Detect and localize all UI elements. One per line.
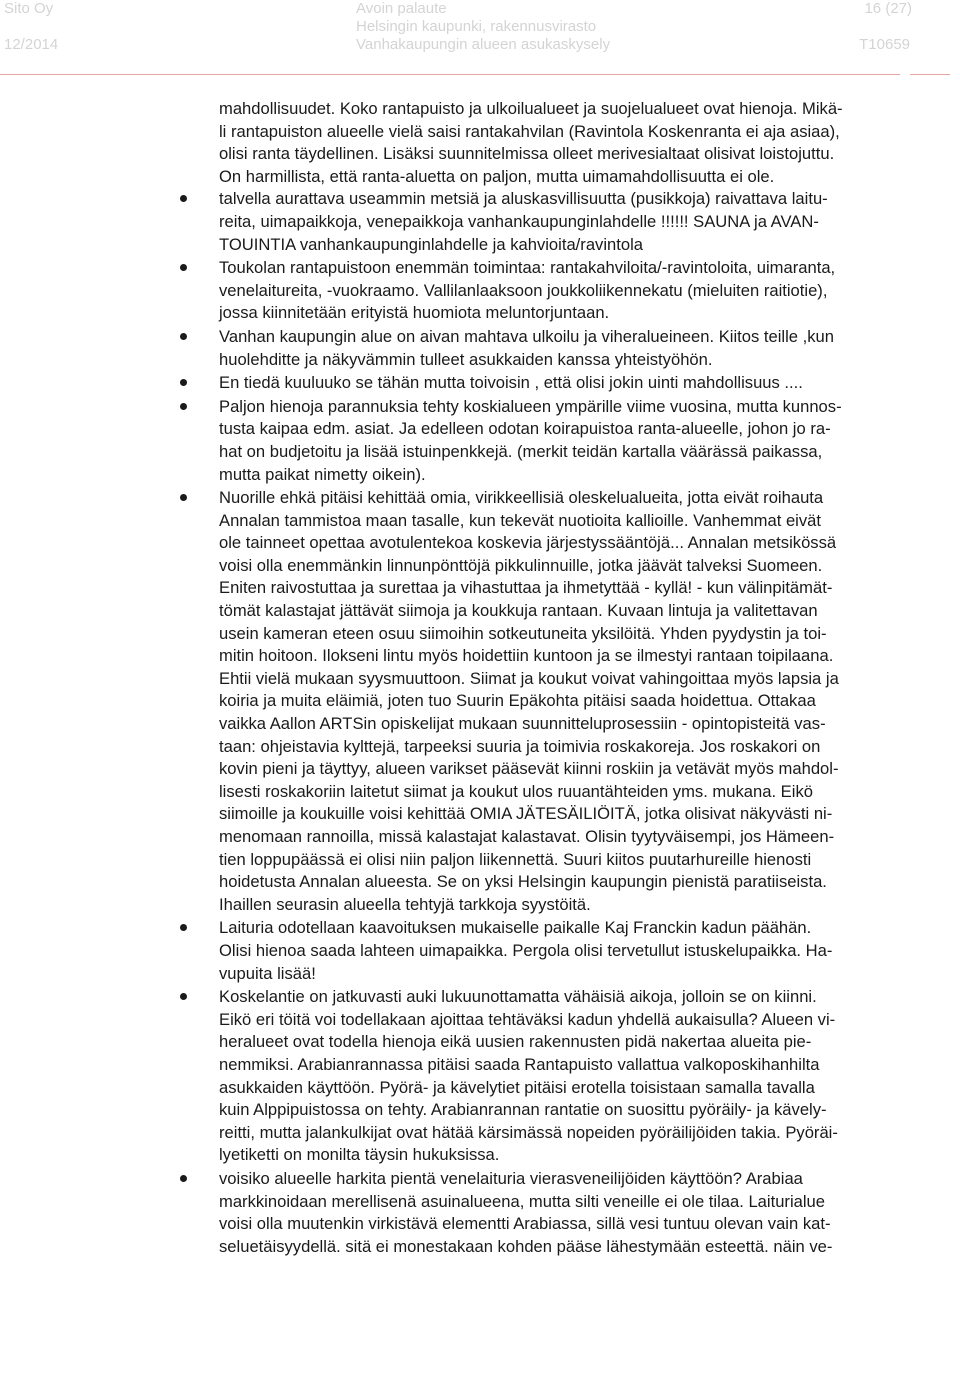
text-line: lyetiketti on monilta täysin hukuksissa. [219,1145,500,1165]
bullet-icon [180,264,187,271]
header-title-line-3: Vanhakaupungin alueen asukaskysely [356,36,611,53]
text-line: mahdollisuudet. Koko rantapuisto ja ulkoilualueet ja suojelualueet ovat hienoja. Mikä- [219,99,843,118]
text-line: huolehditte ja näkyvämmin tulleet asukkaiden kanssa yhteistyöhön. [219,349,713,369]
text-line: Koskelantie on jatkuvasti auki lukuunottamatta vähäisiä aikoja, jolloin se on kiinni. [219,987,817,1007]
bullet-icon [180,924,187,931]
text-line: En tiedä kuuluuko se tähän mutta toivoisin , että olisi jokin uinti mahdollisuus .... [219,373,803,393]
text-line: voisiko alueelle harkita pientä venelaituria vierasveneilijöiden käyttöön? Arabiaa [219,1168,803,1188]
text-line: Eniten raivostuttaa ja surettaa ja vihastuttaa ja ihmetyttää - kyllä! - kun välinpitämät- [219,578,833,598]
bullet-icon [180,379,187,386]
intro-paragraph [219,98,953,188]
text-line: seluetäisyydellä. sitä ei monestakaan kohden pääse lähestymään esteettä. näin ve- [219,1236,833,1256]
text-line: tusta kaipaa edm. asiat. Ja edelleen odotan koirapuistoa ranta-alueelle, johon jo ra- [219,419,831,439]
bullet-icon [180,1175,187,1182]
bullet-icon [180,333,187,340]
text-line: kuin Alppipuistossa on tehty. Arabianrannan rantatie on suosittu pyöräily- ja kävely- [219,1100,827,1120]
text-line: tien loppupäässä ei olisi niin paljon liikennettä. Suuri kiitos puutarhureille hienosti [219,849,812,869]
header-date: 12/2014 [4,36,59,53]
list-item [219,1168,953,1258]
text-line: voisi olla muutenkin virkistävä elementti Arabiassa, sillä vesi tuntuu olevan vain kat- [219,1214,831,1234]
text-line: vaikka Aallon ARTSin opiskelijat mukaan suunnitteluprosessiin - opintopisteitä vas- [219,714,826,734]
text-line: markkinoidaan merellisenä asuinalueena, mutta silti veneille ei ole tilaa. Laiturialue [219,1191,826,1211]
header-divider [0,74,900,75]
list-item [219,396,953,486]
text-line: usein kameran eteen osuu siimoihin sotkeutuneita yksilöitä. Yhden pyydystin ja toi- [219,623,827,643]
list-item [219,487,953,916]
list-item [219,372,953,395]
text-line: olisi ranta täydellinen. Lisäksi suunnitelmissa olleet merivesialtaat olisivat loistojuttu. [219,144,835,164]
text-line: mutta paikat nimetty oikein). [219,464,426,484]
text-line: tömät kalastajat jättävät siimoja ja koukkuja rantaan. Kuvaan lintuja ja valitettavan [219,601,818,621]
header-document-id: T10659 [859,36,910,53]
text-line: Laituria odotellaan kaavoituksen mukaiselle paikalle Kaj Franckin kadun päähän. [219,918,812,938]
bullet-list [219,188,953,1259]
list-item [219,188,953,256]
text-line: asukkaiden käyttöön. Pyörä- ja kävelytiet pitäisi erotella toisistaan samalla tavalla [219,1077,815,1097]
text-line: TOUINTIA vanhankaupunginlahdelle ja kahvioita/ravintola [219,234,644,254]
text-line: Toukolan rantapuistoon enemmän toimintaa: rantakahviloita/-ravintoloita, uimaranta, [219,258,836,278]
header-page-number: 16 (27) [864,0,912,17]
text-line: kovin pieni ja täyttyy, alueen varikset pääsevät kiinni roskiin ja vetävät myös mahdol- [219,759,839,779]
text-line: Paljon hienoja parannuksia tehty koskialueen ympärille viime vuosina, mutta kunnos- [219,396,842,416]
header-organization: Sito Oy [4,0,54,17]
document-body [219,98,953,1259]
text-line: heralueet ovat todella hienoja eikä uusien rakennusten pidä nakertaa alueita pie- [219,1032,812,1052]
text-line: On harmillista, että ranta-aluetta on paljon, mutta uimamahdollisuutta ei ole. [219,166,775,186]
text-line: siimoille ja koukuille voisi kehittää OMIA JÄTESÄILIÖITÄ, jotka olisivat näkyvästi ni- [219,804,833,824]
list-item [219,257,953,325]
text-line: vupuita lisää! [219,963,316,983]
text-line: nemmiksi. Arabianrannassa pitäisi saada Rantapuisto vallattua valkoposkihanhilta [219,1054,820,1074]
header-title-line-2: Helsingin kaupunki, rakennusvirasto [356,18,597,35]
text-line: Annalan tammistoa maan tasalle, kun tekevät nuotioita kallioille. Vanhemmat eivät [219,510,822,530]
text-line: Ehtii vielä mukaan syysmuuttoon. Siimat ja koukut voivat vahingoittaa myös lapsia ja [219,668,839,688]
text-line: reitti, mutta jalankulkijat ovat hätää kärsimässä nopeiden pyöräilijöiden takia. Pyöräi- [219,1122,838,1142]
text-line: mitin hoitoon. Ilokseni lintu myös hoidettiin kuntoon ja se ilmestyi rantaan toipilaana. [219,646,834,666]
text-line: Eikö eri töitä voi todellakaan ajoittaa tehtäväksi kadun yhdellä aukaisulla? Alueen vi- [219,1009,836,1029]
list-item [219,326,953,371]
text-line: Ihaillen seurasin alueella tehtyjä tarkkoja syystöitä. [219,894,591,914]
header-divider-end [910,74,950,75]
text-line: venelaitureita, -vuokraamo. Vallilanlaaksoon joukkoliikennekatu (mieluiten raitiotie), [219,280,828,300]
bullet-icon [180,494,187,501]
text-line: li rantapuiston alueelle vielä saisi rantakahvilan (Ravintola Koskenranta ei aja asiaa), [219,121,840,141]
text-line: lisesti roskakoriin laitetut siimat ja koukut ulos ruuantähteiden yms. mukana. Eikö [219,781,813,801]
text-line: ole tainneet opettaa avotulentekoa koskevia järjestyssääntöjä... Annalan metsikössä [219,533,837,553]
text-line: koiria ja muita eläimiä, joten tuo Suurin Epäkohta pitäisi saada hoidettua. Ottakaa [219,691,816,711]
page-header [0,0,960,70]
header-title-line-1: Avoin palaute [356,0,447,17]
text-line: menomaan rannoilla, missä kalastajat kalastavat. Olisin tyytyväisempi, jos Hämeen- [219,827,835,846]
list-item [219,986,953,1167]
text-line: hoidetusta Annalan alueesta. Se on yksi Helsingin kaupungin pienistä paratiiseista. [219,872,827,892]
text-line: voisi olla enemmänkin linnunpönttöjä pikkulinnuille, jotka jäävät talveksi Suomeen. [219,555,823,575]
text-line: Olisi hienoa saada lahteen uimapaikka. Pergola olisi tervetullut istuskelupaikka. Ha- [219,940,833,960]
bullet-icon [180,993,187,1000]
text-line: talvella aurattava useammin metsiä ja aluskasvillisuutta (pusikkoja) raivattava laitu- [219,189,828,209]
list-item [219,917,953,985]
text-line: hat on budjetoitu ja lisää istuinpenkkejä. (merkit teidän kartalla väärässä paikassa, [219,441,823,461]
text-line: reita, uimapaikkoja, venepaikkoja vanhankaupunginlahdelle !!!!!! SAUNA ja AVAN- [219,211,819,231]
text-line: Vanhan kaupungin alue on aivan mahtava ulkoilu ja viheralueineen. Kiitos teille ,kun [219,326,834,346]
bullet-icon [180,403,187,410]
text-line: Nuorille ehkä pitäisi kehittää omia, virikkeellisiä oleskelualueita, jotta eivät roihauta [219,488,824,508]
text-line: jossa kiinnitetään erityistä huomiota meluntorjuntaan. [219,303,610,323]
text-line: taan: ohjeistavia kylttejä, tarpeeksi suuria ja toimivia roskakoreja. Jos roskakori on [219,736,821,756]
bullet-icon [180,195,187,202]
